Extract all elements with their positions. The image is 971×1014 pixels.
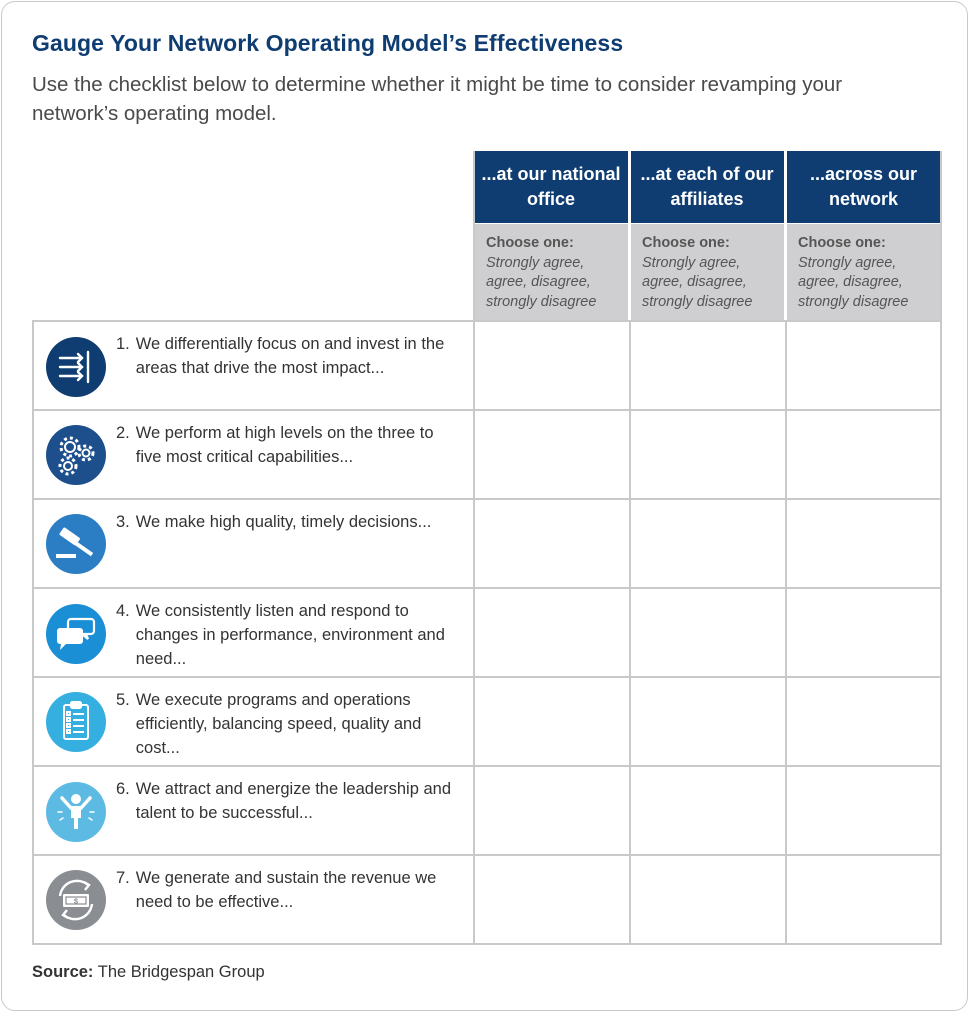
item-text: We consistently listen and respond to changes in performance, environment and need... [135,602,445,668]
checklist-item-1 [116,332,451,380]
chat-bubbles-icon [46,604,106,664]
item-number: 5. [116,691,130,709]
item-number: 2. [116,424,130,442]
figure-subtitle: Use the checklist below to determine whether it might be time to consider revamping your network’s operating model. [32,73,843,125]
column-header-network: ...across our network [786,151,941,223]
item-text: We execute programs and operations efficiently, balancing speed, quality and cost... [135,691,422,757]
header-separator [785,151,787,320]
choose-options: Strongly agree, agree, disagree, strongly disagree [798,254,909,310]
gears-icon [46,425,106,485]
source-text: The Bridgespan Group [97,963,265,981]
item-text: We attract and energize the leadership and talent to be successful... [135,780,451,822]
grid-line [32,943,942,945]
header-separator [629,151,631,320]
checklist-item-7 [116,866,451,914]
grid-line [32,409,942,411]
checklist-item-4 [116,599,451,671]
item-text: We generate and sustain the revenue we need to be effective... [135,869,437,911]
grid-line [940,151,942,945]
item-text: We differentially focus on and invest in the areas that drive the most impact... [135,335,445,377]
item-number: 7. [116,869,130,887]
choose-options: Strongly agree, agree, disagree, strongly disagree [486,254,597,310]
column-header-national-office: ...at our national office [474,151,628,223]
item-number: 3. [116,513,130,531]
grid-line [32,498,942,500]
svg-text:$: $ [73,896,79,906]
grid-line [32,320,34,945]
item-text: We perform at high levels on the three to five most critical capabilities... [135,424,434,466]
checklist-item-2 [116,421,451,469]
item-number: 1. [116,335,130,353]
figure-title: Gauge Your Network Operating Model’s Effectiveness [32,30,624,56]
column-instructions-national-office [474,224,628,320]
grid-line [32,854,942,856]
checklist-item-3 [116,510,451,534]
column-instructions-affiliates [630,224,784,320]
grid-line [32,320,942,322]
choose-label: Choose one: [642,235,730,251]
gavel-icon [46,514,106,574]
grid-line [32,587,942,589]
grid-line [473,151,475,945]
item-number: 6. [116,780,130,798]
column-instructions-network [786,224,941,320]
checklist-item-6 [116,777,451,825]
source-note [32,963,265,982]
choose-label: Choose one: [486,235,574,251]
item-text: We make high quality, timely decisions... [135,513,432,531]
grid-line [629,320,631,945]
arrows-focus-icon [46,337,106,397]
choose-label: Choose one: [798,235,886,251]
grid-line [32,676,942,678]
clipboard-checklist-icon [46,692,106,752]
grid-line [32,765,942,767]
grid-line [785,320,787,945]
column-header-affiliates: ...at each of our affiliates [630,151,784,223]
person-celebrating-icon [46,782,106,842]
item-number: 4. [116,602,130,620]
source-label: Source: [32,963,94,981]
money-cycle-icon [46,870,106,930]
choose-options: Strongly agree, agree, disagree, strongly disagree [642,254,753,310]
checklist-item-5 [116,688,451,760]
